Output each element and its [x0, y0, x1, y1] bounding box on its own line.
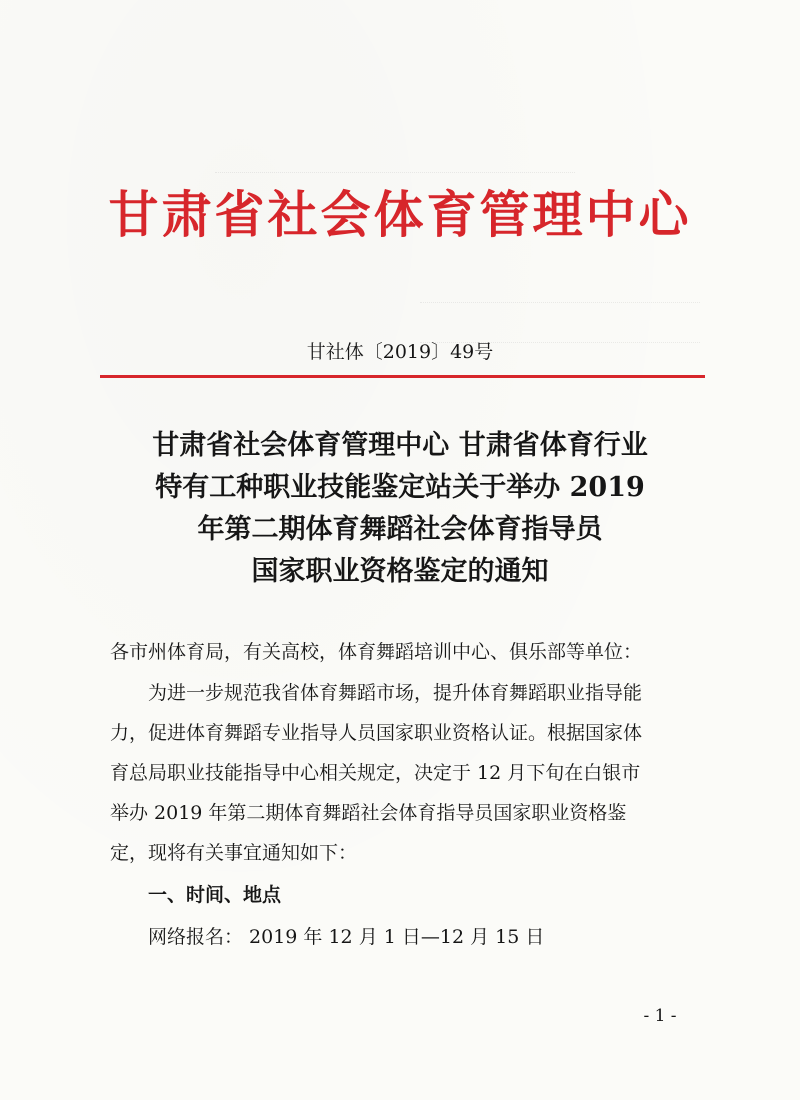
intro-paragraph — [110, 673, 690, 873]
registration-period: 网络报名： 2019 年 12 月 1 日—12 月 15 日 — [148, 926, 545, 948]
title-line: 特有工种职业技能鉴定站关于举办 2019 — [155, 472, 645, 503]
title-line: 年第二期体育舞蹈社会体育指导员 — [197, 514, 603, 545]
recipients-line: 各市州体育局，有关高校，体育舞蹈培训中心、俱乐部等单位： — [110, 641, 643, 663]
paragraph-line: 力，促进体育舞蹈专业指导人员国家职业资格认证。根据国家体 — [110, 722, 643, 744]
paragraph-line: 举办 2019 年第二期体育舞蹈社会体育指导员国家职业资格鉴 — [110, 802, 627, 824]
section-heading-time-location: 一、时间、地点 — [148, 884, 282, 906]
letterhead: 甘肃省社会体育管理中心 — [108, 185, 692, 244]
title-line: 国家职业资格鉴定的通知 — [251, 556, 549, 587]
notice-title — [90, 425, 710, 593]
bleed-through-mark — [420, 282, 700, 303]
red-divider-line — [100, 375, 705, 378]
document-number: 甘社体〔2019〕49号 — [306, 341, 494, 363]
title-line: 甘肃省社会体育管理中心 甘肃省体育行业 — [152, 430, 648, 461]
paragraph-line: 为进一步规范我省体育舞蹈市场，提升体育舞蹈职业指导能 — [148, 682, 643, 704]
bleed-through-mark — [215, 152, 575, 173]
paragraph-line: 育总局职业技能指导中心相关规定，决定于 12 月下旬在白银市 — [110, 762, 641, 784]
paragraph-line: 定，现将有关事宜通知如下： — [110, 842, 358, 864]
page-number: - 1 - — [643, 1006, 677, 1026]
